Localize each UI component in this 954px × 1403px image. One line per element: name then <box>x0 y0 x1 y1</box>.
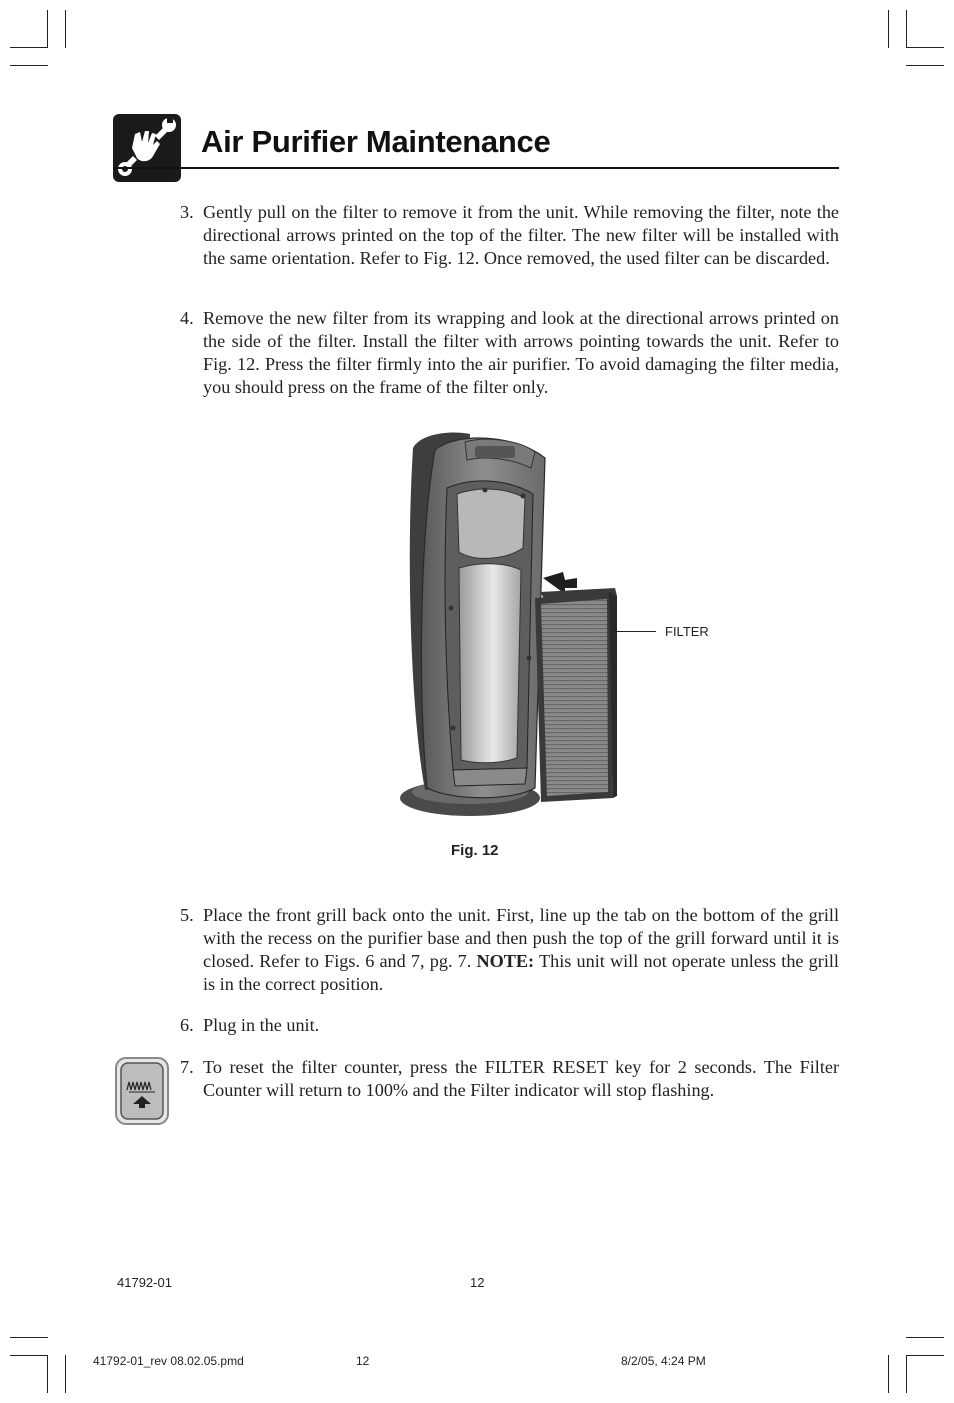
crop-mark <box>888 10 889 48</box>
step-text-before: Place the front grill back onto the unit. First, line up the tab on the bottom of the grill with the recess on the purifier base and then push the top of the grill forward until it is closed. Refer to Figs. 6 and 7, pg. 7. <box>203 905 839 971</box>
step-4 <box>180 307 839 399</box>
filter-callout-label: FILTER <box>665 624 709 639</box>
crop-mark <box>10 65 48 66</box>
crop-mark <box>906 65 944 66</box>
crop-mark <box>906 10 907 48</box>
crop-mark <box>10 1355 48 1356</box>
slug-file: 41792-01_rev 08.02.05.pmd <box>93 1354 244 1368</box>
crop-mark <box>47 10 48 48</box>
step-number: 5. <box>180 905 194 925</box>
crop-mark <box>65 10 66 48</box>
doc-number: 41792-01 <box>117 1275 172 1290</box>
step-text: Remove the new filter from its wrapping and look at the directional arrows printed on the side of the filter. Install the filter with arrows pointing towards the unit. Refer to Fig. 12. Press the filter firmly into the air purifier. To avoid damaging the filter media, you should press on the frame of the filter only. <box>203 308 839 397</box>
crop-mark <box>906 47 944 48</box>
step-text: Gently pull on the filter to remove it from the unit. While removing the filter, note the directional arrows printed on the top of the filter. The new filter will be installed with the same orientation. Refer to Fig. 12. Once removed, the used filter can be discarded. <box>203 202 839 268</box>
step-text <box>203 904 839 996</box>
step-text: To reset the filter counter, press the FILTER RESET key for 2 seconds. The Filter Counter will return to 100% and the Filter indicator will stop flashing. <box>203 1057 839 1100</box>
step-5 <box>180 904 839 996</box>
figure-caption: Fig. 12 <box>451 842 499 859</box>
step-number: 6. <box>180 1015 194 1035</box>
crop-mark <box>47 1355 48 1393</box>
filter-reset-key-icon <box>114 1056 170 1126</box>
crop-mark <box>10 47 48 48</box>
crop-mark <box>888 1355 889 1393</box>
crop-mark <box>906 1337 944 1338</box>
note-label: NOTE: <box>476 951 535 971</box>
step-text-after: This unit will not operate unless the grill is in the correct position. <box>203 951 839 994</box>
crop-mark <box>906 1355 944 1356</box>
step-number: 3. <box>180 202 194 222</box>
crop-mark <box>10 1337 48 1338</box>
page-number: 12 <box>470 1275 485 1290</box>
step-text: Plug in the unit. <box>203 1015 320 1035</box>
slug-page: 12 <box>356 1354 370 1368</box>
page-title: Air Purifier Maintenance <box>201 124 551 159</box>
slug-date: 8/2/05, 4:24 PM <box>621 1354 706 1368</box>
step-3 <box>180 201 839 270</box>
wrench-hand-icon <box>113 114 181 182</box>
step-6 <box>180 1014 839 1037</box>
title-divider <box>113 167 839 169</box>
step-number: 7. <box>180 1057 194 1077</box>
crop-mark <box>906 1355 907 1393</box>
step-7 <box>180 1056 839 1102</box>
crop-mark <box>65 1355 66 1393</box>
step-number: 4. <box>180 308 194 328</box>
filter-callout-line <box>613 631 656 632</box>
